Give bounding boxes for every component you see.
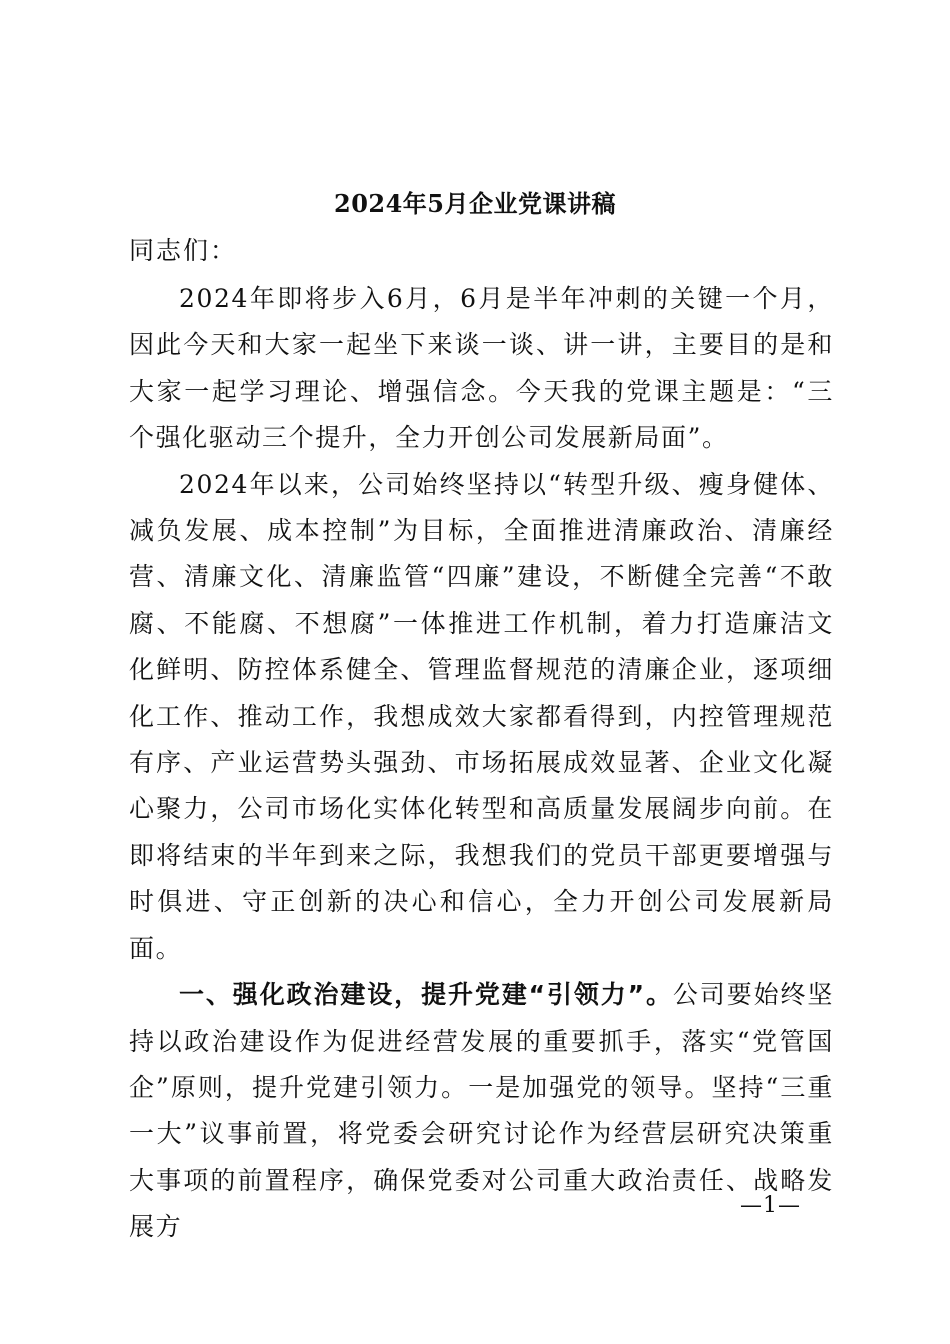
paragraph-intro [129,276,834,462]
page-number: —1— [740,1193,801,1218]
paragraph-progress-text: 2024年以来，公司始终坚持以“转型升级、瘦身健体、减负发展、成本控制”为目标，全面推进清廉政治、清廉经营、清廉文化、清廉监管“四廉”建设，不断健全完善“不敢腐、不能腐、不想腐”一体推进工作机制，着力打造廉洁文化鲜明、防控体系健全、管理监督规范的清廉企业，逐项细化工作、推动工作，我想成效大家都看得到，内控管理规范有序、产业运营势头强劲、市场拓展成效显著、企业文化凝心聚力，公司市场化实体化转型和高质量发展阔步向前。在即将结束的半年到来之际，我想我们的党员干部更要增强与时俱进、守正创新的决心和信心，全力开创公司发展新局面。 [129,469,834,963]
section-one-text: 公司要始终坚持以政治建设作为促进经营发展的重要抓手，落实“党管国企”原则，提升党建引领力。一是加强党的领导。坚持“三重一大”议事前置，将党委会研究讨论作为经营层研究决策重大事项的前置程序，确保党委对公司重大政治责任、战略发展方 [129,980,834,1242]
paragraph-progress [129,462,834,972]
document-title: 2024年5月企业党课讲稿 [334,189,616,218]
paragraph-intro-text: 2024年即将步入6月，6月是半年冲刺的关键一个月，因此今天和大家一起坐下来谈一谈、讲一讲，主要目的是和大家一起学习理论、增强信念。今天我的党课主题是：“三个强化驱动三个提升，全力开创公司发展新局面”。 [129,284,834,453]
document-body [129,276,834,1251]
paragraph-section-one [129,972,834,1250]
salutation: 同志们： [129,236,238,265]
section-one-heading: 一、强化政治建设，提升党建“引领力”。 [179,980,673,1010]
